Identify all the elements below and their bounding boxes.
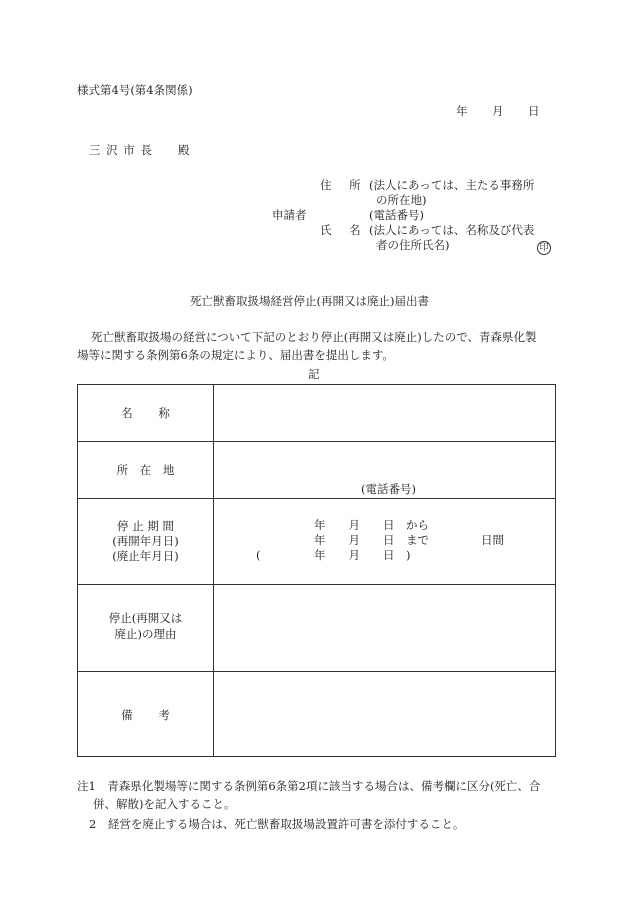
name-cell-label: 名 称 [121,406,170,420]
note-2: 2 経営を廃止する場合は、死亡獣畜取扱場設置許可書を添付すること。 [89,817,465,831]
location-phone-note: (電話番号) [361,482,416,496]
name-label: 氏 名 [320,223,361,237]
phone-note: (電話番号) [369,208,424,222]
honorific: 殿 [178,143,190,157]
period-line-3-paren: ( [256,548,261,562]
body-text-line-2: 場等に関する条例第6条の規定により、届出書を提出します。 [77,348,394,362]
note-1-line-1: 注1 青森県化製場等に関する条例第6条第2項に該当する場合は、備考欄に区分(死亡、合 [77,779,541,793]
period-label-1: 停 止 期 間 [117,519,174,533]
addressee: 三 沢 市 長 [89,143,153,157]
location-cell-label: 所 在 地 [116,463,175,477]
document-title: 死亡獣畜取扱場経営停止(再開又は廃止)届出書 [190,294,429,308]
form-number: 様式第4号(第4条関係) [77,83,193,97]
period-line-2: 年 月 日 まで [314,533,429,547]
remarks-cell-label: 備 考 [121,708,170,722]
period-line-3: 年 月 日 ) [314,548,411,562]
note-1-line-2: 併、解散)を記入すること。 [93,797,236,811]
table-row-divider [78,671,555,672]
date-year: 年 [456,104,468,118]
table-row-divider [78,441,555,442]
address-label: 住 所 [320,178,361,192]
name-note-1: (法人にあっては、名称及び代表 [369,223,535,237]
seal-mark [537,239,551,255]
reason-label-2: 廃止)の理由 [114,627,177,641]
body-text-line-1: 死亡獣畜取扱場の経営について下記のとおり停止(再開又は廃止)したので、青森県化製 [91,330,537,344]
applicant-label: 申請者 [272,208,307,222]
period-days: 日間 [481,533,504,547]
date-day: 日 [528,104,540,118]
seal-text: 印 [537,241,551,255]
period-label-3: (廃止年月日) [112,549,179,563]
table-row-divider [78,498,555,499]
period-label-2: (再開年月日) [112,534,179,548]
table-row-divider [78,584,555,585]
ki-label: 記 [308,367,320,381]
period-line-1: 年 月 日 から [314,518,429,532]
address-note-2: の所在地) [376,193,427,207]
reason-label-1: 停止(再開又は [108,611,183,625]
name-note-2: 者の住所氏名) [376,238,450,252]
form-table [77,384,556,757]
address-note-1: (法人にあっては、主たる事務所 [369,178,535,192]
date-month: 月 [492,104,504,118]
